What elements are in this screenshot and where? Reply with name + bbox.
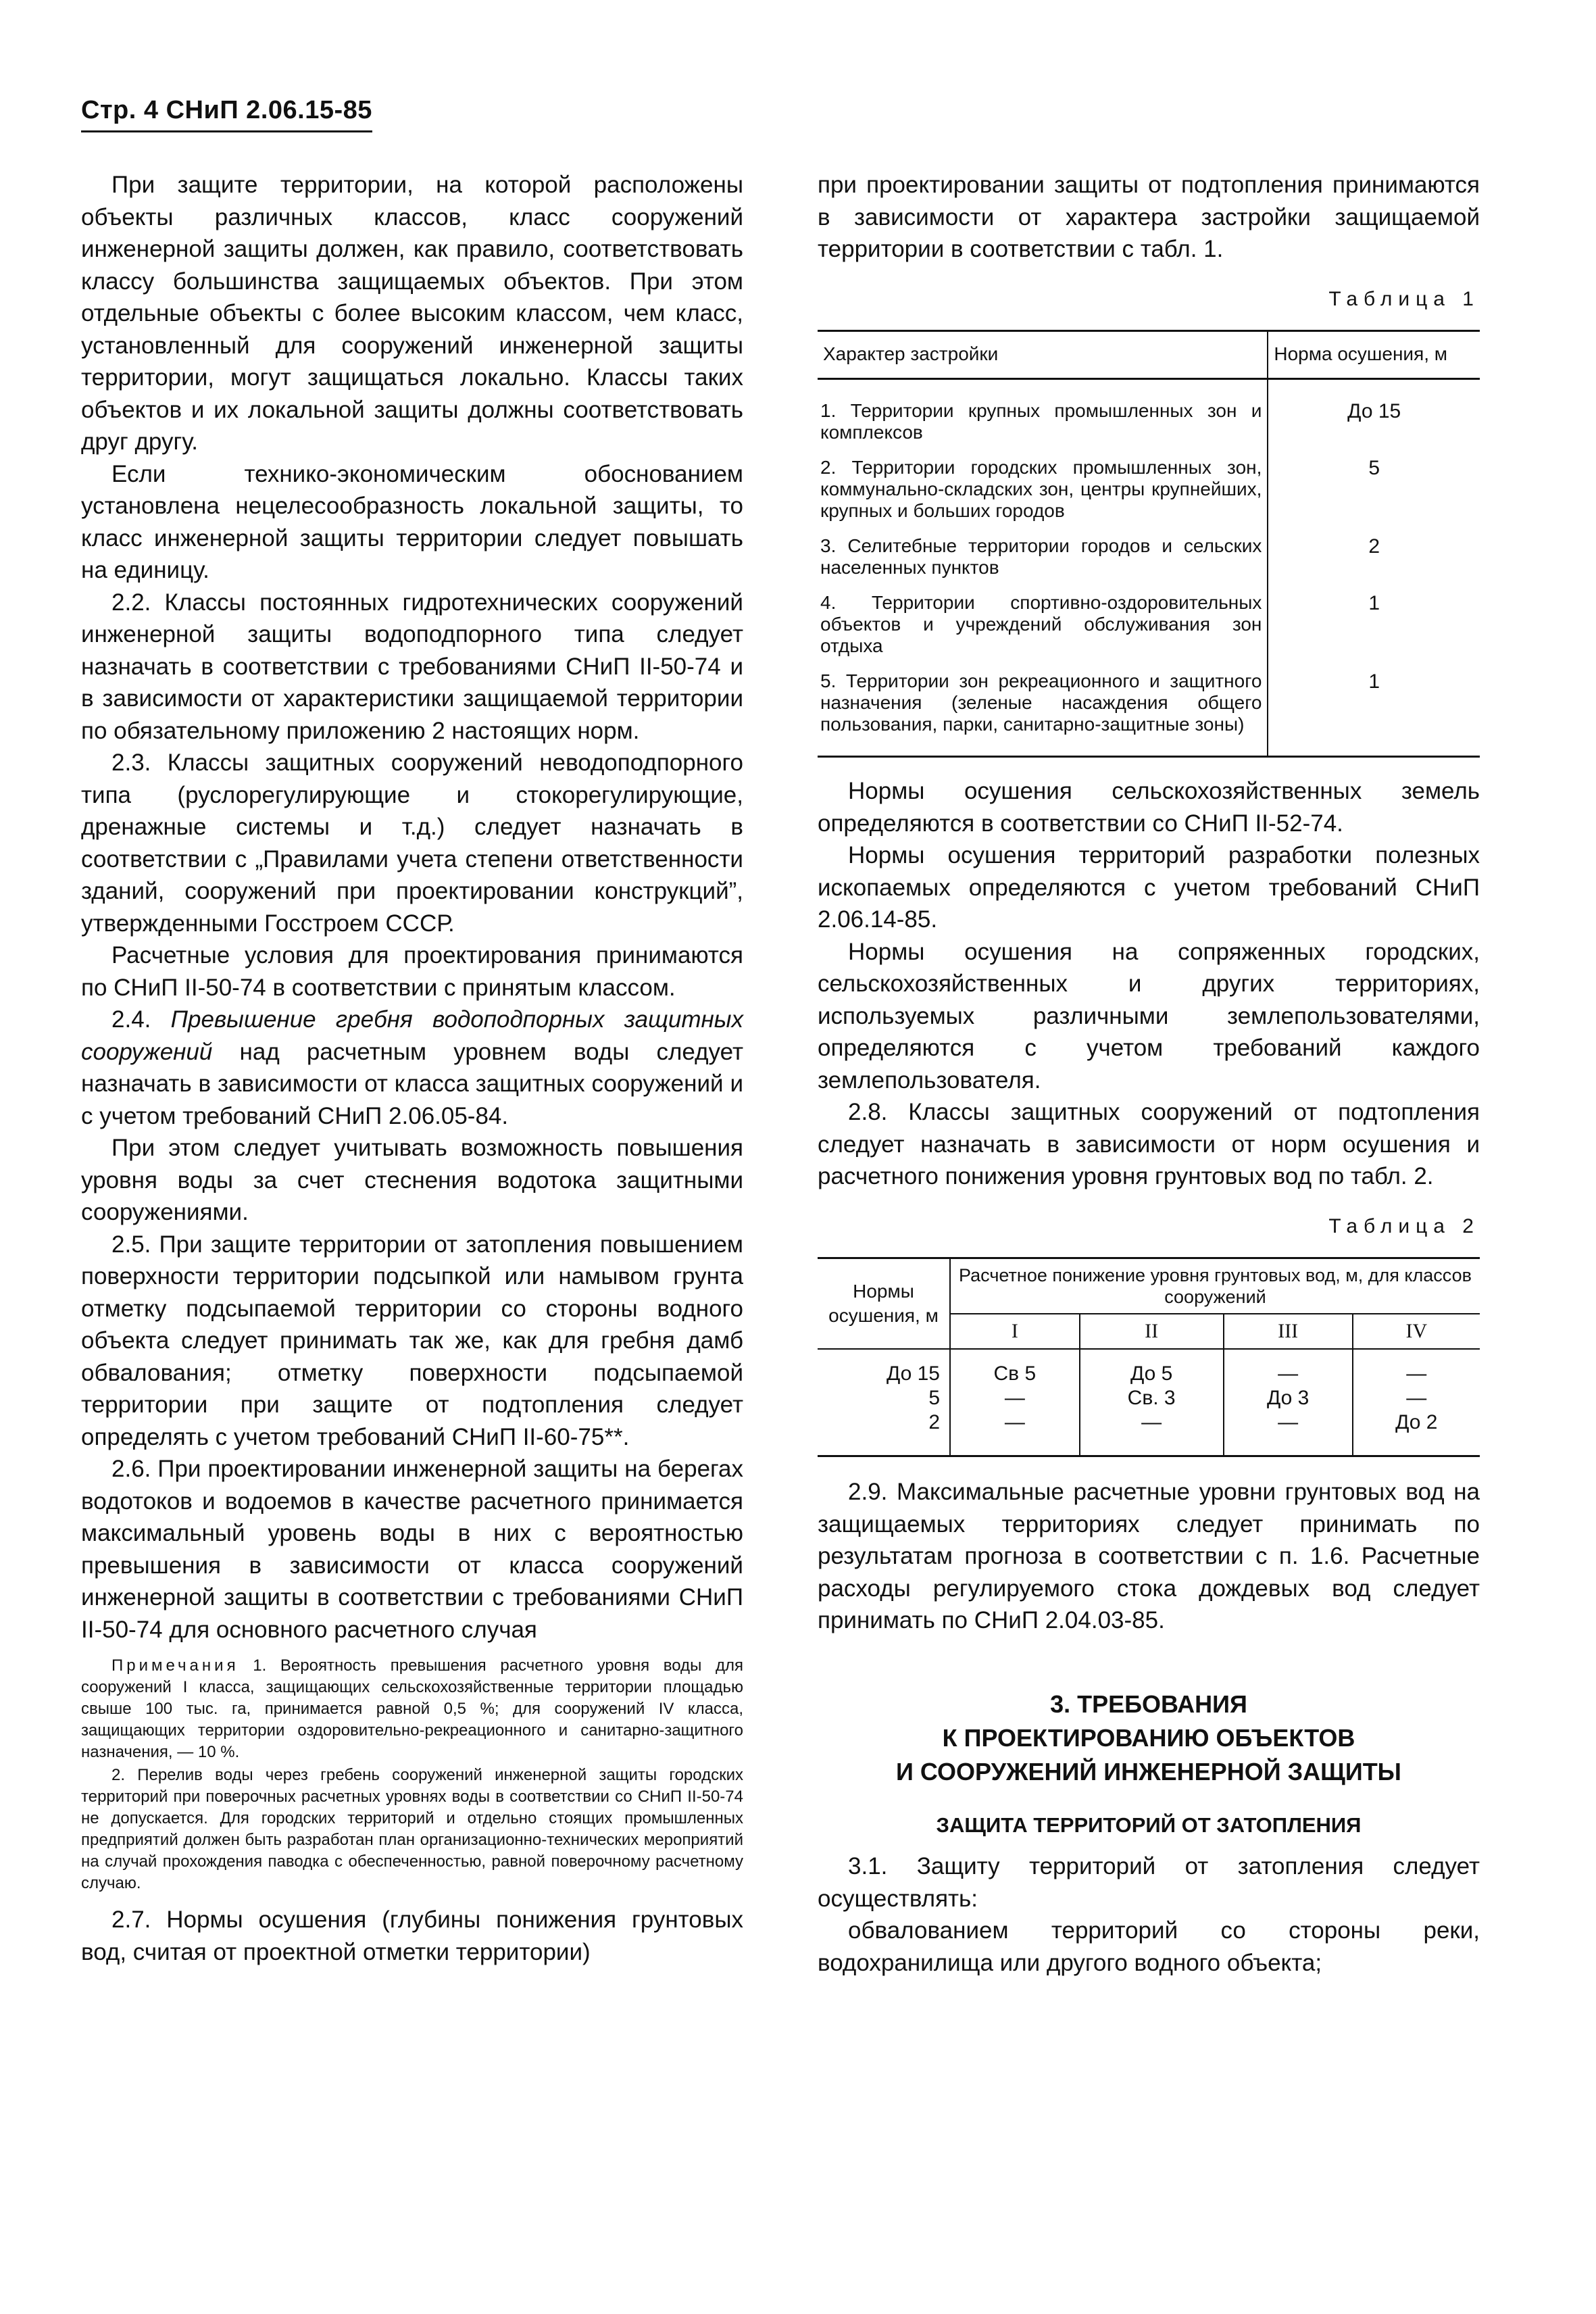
table-row (818, 379, 1480, 453)
paragraph: Нормы осушения на сопряженных городских, сельскохозяйственных и других территориях, используемых различными землепользователями, определяются с учетом требований каждого землепользователя. (818, 938, 1480, 1093)
note-1 (81, 1655, 743, 1763)
table-header: Норма осушения, м (1268, 331, 1480, 379)
table-header: Нормы осушения, м (818, 1258, 950, 1350)
table-header: I (950, 1314, 1080, 1349)
paragraph-2-7: 2.7. Нормы осушения (глубины понижения грунтовых вод, считая от проектной отметки территории) (81, 1906, 743, 1965)
table-cell: 2 (1368, 535, 1380, 558)
table-cell: Св 5 — — (950, 1349, 1080, 1456)
table-header: II (1080, 1314, 1224, 1349)
paragraph-2-5: 2.5. При защите территории от затопления повышением поверхности территории подсыпкой или намывом грунта отметку подсыпаемой территории со стороны водного объекта следует принимать так же, как для гребня дамб обвалования; отметку поверхности подсыпаемой территории при защите от подтопления следует определять с учетом требований СНиП II-60-75**. (81, 1231, 743, 1450)
table-cell: До 5 Св. 3 — (1080, 1349, 1224, 1456)
note-text: 1. Вероятность превышения расчетного уровня воды для сооружений I класса, защищающих сельскохозяйственные территории площадью свыше 100 тыс. га, принимается равной 0,5 %; для сооружений IV класса, защищающих территории оздоровительно-рекреационного и санитарно-защитного назначения, — 10 %. (81, 1656, 743, 1761)
table-cell: — — До 2 (1353, 1349, 1480, 1456)
italic-term: Превышение гребня водоподпорных защитных сооружений (81, 1006, 743, 1065)
table-row (818, 666, 1480, 757)
left-column (81, 169, 743, 1968)
table-1 (818, 330, 1480, 758)
note-label: Примечания (111, 1656, 239, 1675)
table-row (818, 453, 1480, 531)
table-cell: 1. Территории крупных промышленных зон и комплексов (818, 379, 1268, 453)
table-cell: — До 3 — (1224, 1349, 1353, 1456)
paragraph: при проектировании защиты от подтопления принимаются в зависимости от характера застройки защищаемой территории в соответствии с табл. 1. (818, 172, 1480, 262)
paragraph: Если технико-экономическим обоснованием установлена нецелесообразность локальной защиты, то класс инженерной защиты территории следует повышать на единицу. (81, 460, 743, 583)
clause-text: над расчетным уровнем воды следует назначать в зависимости от класса защитных сооружений и с учетом требований СНиП 2.06.05-84. (81, 1038, 743, 1129)
paragraph: обвалованием территорий со стороны реки, водохранилища или другого водного объекта; (818, 1917, 1480, 1976)
paragraph-2-4 (81, 1004, 743, 1132)
paragraph-2-9: 2.9. Максимальные расчетные уровни грунтовых вод на защищаемых территориях следует принимать по результатам прогноза в соответствии с п. 1.6. Расчетные расходы регулируемого стока дождевых вод следует принимать по СНиП 2.04.03-85. (818, 1479, 1480, 1633)
table-cell: До 15 5 2 (818, 1349, 950, 1456)
table-header: Характер застройки (818, 331, 1268, 379)
table-row (818, 588, 1480, 666)
table-cell: 5 (1368, 457, 1380, 479)
table-cell: 3. Селитебные территории городов и сельских населенных пунктов (818, 531, 1268, 588)
table-2 (818, 1257, 1480, 1457)
paragraph: Нормы осушения территорий разработки полезных ископаемых определяются с учетом требований СНиП 2.06.14-85. (818, 842, 1480, 933)
table-cell: 4. Территории спортивно-оздоровительных объектов и учреждений обслуживания зон отдыха (818, 588, 1268, 666)
section-title: 3. ТРЕБОВАНИЯ К ПРОЕКТИРОВАНИЮ ОБЪЕКТОВ И СООРУЖЕНИЙ ИНЖЕНЕРНОЙ ЗАЩИТЫ (896, 1690, 1401, 1786)
paragraph: Расчетные условия для проектирования принимаются по СНиП II-50-74 в соответствии с принятым классом. (81, 942, 743, 1001)
note-2: 2. Перелив воды через гребень сооружений инженерной защиты городских территорий при поверочных расчетных уровнях воды в соответствии со СНиП II-50-74 не допускается. Для городских территорий и отдельно стоящих промышленных предприятий должен быть разработан план организационно-технических мероприятий на случай прохождения паводка с обеспеченностью, равной поверочному расчетному случаю. (81, 1766, 743, 1892)
paragraph-2-2: 2.2. Классы постоянных гидротехнических сооружений инженерной защиты водоподпорного типа следует назначать в соответствии с требованиями СНиП II-50-74 и в зависимости от характеристики защищаемой территории по обязательному приложению 2 настоящих норм. (81, 589, 743, 744)
table-1-caption: Таблица 1 (1328, 287, 1480, 310)
table-cell: 1 (1268, 666, 1480, 757)
table-header: III (1224, 1314, 1353, 1349)
paragraph-3-1: 3.1. Защиту территорий от затопления следует осуществлять: (818, 1853, 1480, 1912)
subsection-title: ЗАЩИТА ТЕРРИТОРИЙ ОТ ЗАТОПЛЕНИЯ (936, 1813, 1362, 1837)
paragraph-2-6: 2.6. При проектировании инженерной защиты на берегах водотоков и водоемов в качестве расчетного принимается максимальный уровень воды в них с вероятностью превышения в зависимости от класса сооружений инженерной защиты в соответствии с требованиями СНиП II-50-74 для основного расчетного случая (81, 1456, 743, 1643)
clause-number: 2.4. (111, 1006, 151, 1033)
table-row (818, 1349, 1480, 1456)
page-header: Стр. 4 СНиП 2.06.15-85 (81, 96, 372, 132)
table-cell: 2. Территории городских промышленных зон, коммунально-складских зон, центры крупнейших, крупных и больших городов (818, 453, 1268, 531)
table-cell: 1 (1368, 592, 1380, 614)
right-column (818, 169, 1480, 1979)
paragraph: При этом следует учитывать возможность повышения уровня воды за счет стеснения водотока защитными сооружениями. (81, 1135, 743, 1225)
table-cell: 5. Территории зон рекреационного и защитного назначения (зеленые насаждения общего пользования, парки, санитарно-защитные зоны) (818, 666, 1268, 757)
table-row (818, 531, 1480, 588)
table-2-caption: Таблица 2 (1328, 1214, 1480, 1237)
paragraph-2-8: 2.8. Классы защитных сооружений от подтопления следует назначать в зависимости от норм осушения и расчетного понижения уровня грунтовых вод по табл. 2. (818, 1099, 1480, 1189)
paragraph-2-3: 2.3. Классы защитных сооружений неводоподпорного типа (руслорегулирующие и стокорегулирующие, дренажные системы и т.д.) следует назначать в соответствии с „Правилами учета степени ответственности зданий, сооружений при проектировании конструкций”, утвержденными Госстроем СССР. (81, 749, 743, 937)
table-header: Расчетное понижение уровня грунтовых вод, м, для классов сооружений (950, 1258, 1480, 1314)
paragraph: Нормы осушения сельскохозяйственных земель определяются в соответствии со СНиП II-52-74. (818, 778, 1480, 837)
table-header: IV (1353, 1314, 1480, 1349)
table-cell: До 15 (1347, 400, 1401, 422)
paragraph: При защите территории, на которой расположены объекты различных классов, класс сооружений инженерной защиты должен, как правило, соответствовать классу большинства защищаемых объектов. При этом отдельные объекты с более высоким классом, чем класс, установленный для сооружений инженерной защиты территории, могут защищаться локально. Классы таких объектов и их локальной защиты должны соответствовать друг другу. (81, 172, 743, 455)
